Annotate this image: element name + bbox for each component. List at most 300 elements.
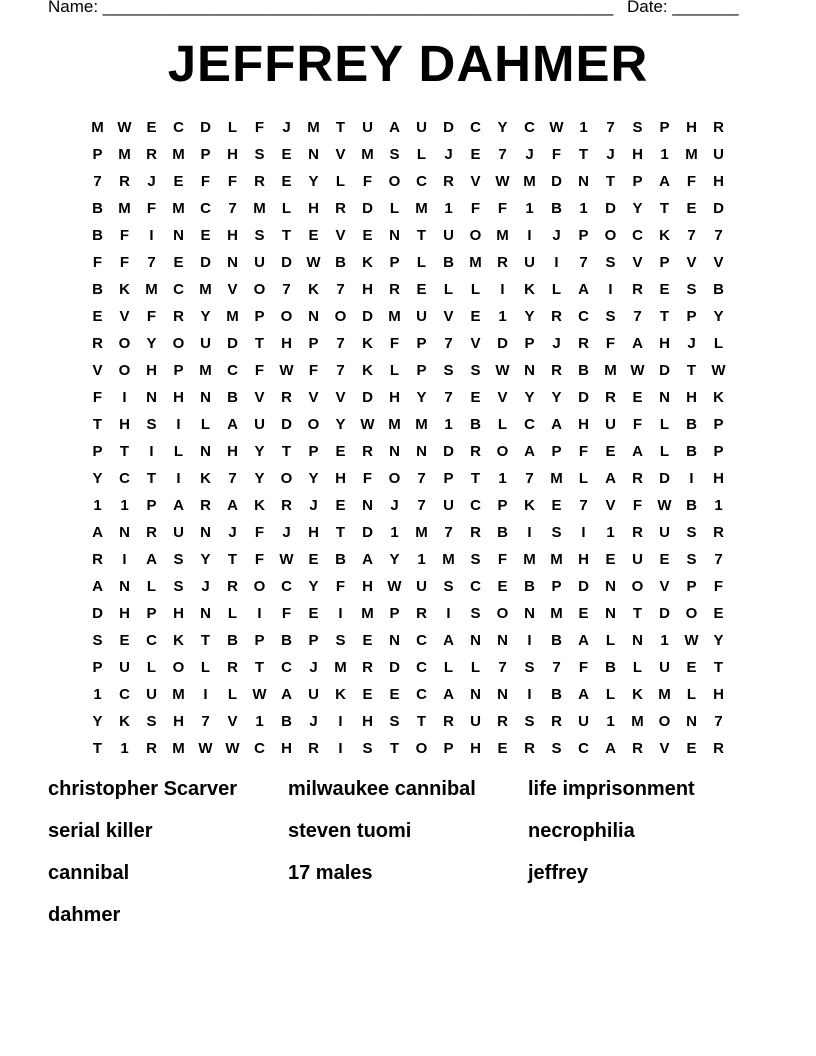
grid-letter: I (527, 524, 532, 541)
grid-letter: O (631, 578, 644, 595)
grid-letter: P (659, 119, 670, 136)
grid-letter: 7 (633, 308, 642, 325)
grid-letter: L (443, 659, 454, 676)
grid-letter: U (308, 686, 319, 703)
grid-letter: V (227, 281, 238, 298)
grid-row (84, 195, 732, 222)
grid-letter: U (119, 659, 130, 676)
grid-letter: I (446, 605, 451, 622)
grid-letter: 1 (579, 119, 588, 136)
grid-letter: D (578, 389, 589, 406)
grid-letter: P (389, 605, 400, 622)
grid-letter: K (200, 470, 211, 487)
grid-row (84, 411, 732, 438)
grid-letter: E (362, 632, 373, 649)
grid-letter: T (92, 416, 103, 433)
grid-letter: O (307, 416, 320, 433)
grid-letter: H (659, 335, 670, 352)
grid-letter: D (362, 200, 373, 217)
grid-letter: B (92, 227, 103, 244)
grid-letter: C (524, 416, 535, 433)
grid-letter: S (470, 605, 481, 622)
grid-letter: W (387, 578, 402, 595)
grid-letter: S (551, 740, 562, 757)
grid-letter: F (92, 389, 103, 406)
grid-letter: 7 (228, 200, 237, 217)
grid-letter: I (527, 686, 532, 703)
grid-letter: K (713, 389, 724, 406)
grid-letter: K (362, 254, 373, 271)
grid-letter: D (659, 362, 670, 379)
grid-letter: A (281, 686, 292, 703)
grid-letter: E (119, 632, 130, 649)
grid-letter: V (605, 497, 616, 514)
grid-letter: P (578, 227, 589, 244)
grid-letter: C (470, 578, 481, 595)
grid-letter: S (524, 713, 535, 730)
grid-letter: H (308, 524, 319, 541)
grid-letter: M (496, 227, 509, 244)
grid-letter: P (254, 308, 265, 325)
grid-letter: A (173, 497, 184, 514)
grid-letter: N (200, 524, 211, 541)
grid-letter: C (254, 740, 265, 757)
grid-letter: A (632, 443, 643, 460)
grid-letter: E (497, 578, 508, 595)
grid-letter: H (686, 119, 697, 136)
grid-letter: M (361, 146, 374, 163)
grid-letter: U (416, 578, 427, 595)
grid-letter: V (713, 254, 724, 271)
grid-letter: E (605, 551, 616, 568)
grid-letter: S (362, 740, 373, 757)
grid-letter: A (362, 551, 373, 568)
grid-letter: E (470, 389, 481, 406)
grid-letter: M (442, 551, 455, 568)
grid-letter: V (335, 146, 346, 163)
grid-letter: P (173, 362, 184, 379)
grid-letter: H (713, 173, 724, 190)
grid-letter: B (551, 632, 562, 649)
grid-letter: D (443, 443, 454, 460)
word-bank-item: necrophilia (528, 820, 635, 842)
grid-letter: U (416, 119, 427, 136)
grid-letter: O (388, 470, 401, 487)
grid-letter: R (308, 740, 319, 757)
grid-letter: U (713, 146, 724, 163)
grid-letter: H (362, 713, 373, 730)
grid-letter: B (281, 632, 292, 649)
grid-letter: Y (389, 551, 400, 568)
grid-letter: N (119, 578, 130, 595)
grid-letter: R (713, 119, 724, 136)
grid-letter: N (200, 443, 211, 460)
grid-letter: R (551, 713, 562, 730)
grid-row (84, 249, 732, 276)
grid-row (84, 384, 732, 411)
grid-letter: J (309, 497, 318, 514)
grid-letter: M (118, 200, 131, 217)
grid-letter: U (632, 551, 643, 568)
grid-letter: O (118, 362, 131, 379)
grid-letter: A (632, 335, 643, 352)
grid-letter: N (605, 605, 616, 622)
grid-letter: T (659, 308, 670, 325)
grid-letter: B (713, 281, 724, 298)
grid-letter: V (335, 227, 346, 244)
grid-letter: M (523, 551, 536, 568)
grid-letter: R (146, 146, 157, 163)
grid-letter: B (551, 200, 562, 217)
grid-letter: H (281, 740, 292, 757)
grid-letter: P (632, 173, 643, 190)
grid-letter: E (686, 659, 697, 676)
grid-letter: N (173, 227, 184, 244)
grid-letter: T (389, 740, 400, 757)
grid-letter: E (632, 389, 643, 406)
grid-letter: T (92, 740, 103, 757)
grid-letter: P (389, 254, 400, 271)
word-bank-item: dahmer (48, 904, 121, 926)
grid-letter: U (659, 524, 670, 541)
grid-letter: S (686, 551, 697, 568)
grid-letter: N (389, 632, 400, 649)
grid-letter: 7 (444, 335, 453, 352)
grid-letter: T (335, 119, 346, 136)
grid-letter: 7 (444, 389, 453, 406)
grid-letter: P (416, 335, 427, 352)
grid-letter: N (470, 686, 481, 703)
grid-letter: M (172, 740, 185, 757)
date-field-line: Date: _______ (627, 0, 739, 16)
grid-letter: J (228, 524, 237, 541)
grid-letter: R (416, 605, 427, 622)
grid-letter: K (524, 281, 535, 298)
grid-letter: R (524, 740, 535, 757)
grid-letter: F (254, 362, 265, 379)
grid-letter: H (686, 389, 697, 406)
grid-letter: F (497, 551, 508, 568)
grid-letter: R (443, 713, 454, 730)
grid-letter: 1 (255, 713, 264, 730)
grid-letter: L (416, 254, 427, 271)
grid-letter: T (470, 470, 481, 487)
grid-letter: P (686, 308, 697, 325)
grid-letter: F (92, 254, 103, 271)
grid-letter: I (338, 740, 343, 757)
grid-letter: L (578, 470, 589, 487)
grid-letter: E (686, 200, 697, 217)
grid-letter: O (118, 335, 131, 352)
grid-letter: D (443, 119, 454, 136)
grid-letter: U (200, 335, 211, 352)
grid-row (84, 438, 732, 465)
grid-letter: R (632, 281, 643, 298)
grid-letter: Y (416, 389, 427, 406)
grid-letter: 7 (417, 497, 426, 514)
grid-letter: N (308, 308, 319, 325)
grid-letter: S (686, 281, 697, 298)
grid-letter: K (308, 281, 319, 298)
grid-letter: E (470, 146, 481, 163)
grid-letter: P (497, 497, 508, 514)
grid-letter: V (119, 308, 130, 325)
grid-letter: F (146, 200, 157, 217)
grid-letter: Y (713, 308, 724, 325)
grid-letter: T (254, 659, 265, 676)
grid-letter: H (335, 470, 346, 487)
grid-letter: E (281, 146, 292, 163)
grid-letter: 7 (336, 362, 345, 379)
grid-letter: B (686, 443, 697, 460)
grid-letter: R (713, 524, 724, 541)
grid-letter: F (119, 227, 130, 244)
grid-letter: T (659, 200, 670, 217)
grid-letter: E (335, 443, 346, 460)
grid-letter: N (227, 254, 238, 271)
grid-letter: E (92, 308, 103, 325)
grid-letter: W (495, 362, 510, 379)
grid-letter: Y (551, 389, 562, 406)
grid-letter: W (252, 686, 267, 703)
grid-letter: M (334, 659, 347, 676)
grid-letter: 7 (336, 335, 345, 352)
grid-letter: E (389, 686, 400, 703)
grid-letter: H (146, 362, 157, 379)
grid-letter: U (659, 659, 670, 676)
grid-letter: 1 (120, 740, 129, 757)
grid-letter: Y (524, 389, 535, 406)
grid-letter: V (254, 389, 265, 406)
grid-letter: F (578, 659, 589, 676)
grid-letter: Y (92, 470, 103, 487)
grid-letter: 7 (579, 497, 588, 514)
grid-letter: R (551, 362, 562, 379)
grid-letter: E (605, 443, 616, 460)
grid-row (84, 735, 732, 762)
grid-letter: C (173, 119, 184, 136)
grid-letter: L (146, 659, 157, 676)
grid-letter: R (335, 200, 346, 217)
grid-letter: 7 (417, 470, 426, 487)
grid-letter: E (659, 281, 670, 298)
grid-letter: 1 (579, 200, 588, 217)
grid-letter: V (92, 362, 103, 379)
grid-letter: P (92, 443, 103, 460)
grid-letter: S (686, 524, 697, 541)
grid-letter: F (470, 200, 481, 217)
grid-letter: V (335, 389, 346, 406)
grid-letter: 7 (282, 281, 291, 298)
grid-letter: E (362, 686, 373, 703)
grid-letter: N (200, 389, 211, 406)
grid-letter: W (711, 362, 726, 379)
grid-letter: N (362, 497, 373, 514)
grid-letter: B (686, 497, 697, 514)
grid-letter: L (173, 443, 184, 460)
grid-letter: Y (92, 713, 103, 730)
grid-letter: N (200, 605, 211, 622)
grid-letter: C (416, 686, 427, 703)
grid-letter: H (227, 227, 238, 244)
grid-letter: K (362, 362, 373, 379)
grid-letter: 1 (417, 551, 426, 568)
grid-letter: H (173, 605, 184, 622)
grid-letter: K (659, 227, 670, 244)
grid-letter: J (282, 119, 291, 136)
grid-letter: 7 (336, 281, 345, 298)
grid-letter: 7 (552, 659, 561, 676)
grid-letter: D (389, 659, 400, 676)
grid-letter: Y (632, 200, 643, 217)
grid-letter: H (173, 713, 184, 730)
grid-letter: W (495, 173, 510, 190)
grid-letter: D (362, 389, 373, 406)
grid-letter: 1 (498, 308, 507, 325)
grid-letter: J (444, 146, 453, 163)
grid-letter: Y (308, 173, 319, 190)
grid-letter: Y (308, 578, 319, 595)
grid-letter: P (416, 362, 427, 379)
grid-letter: J (552, 335, 561, 352)
grid-letter: B (551, 686, 562, 703)
grid-letter: F (308, 362, 319, 379)
grid-letter: K (254, 497, 265, 514)
grid-letter: F (335, 578, 346, 595)
grid-letter: T (416, 227, 427, 244)
grid-letter: 7 (525, 470, 534, 487)
grid-letter: I (689, 470, 694, 487)
grid-letter: H (119, 416, 130, 433)
grid-letter: 7 (606, 119, 615, 136)
grid-letter: B (605, 659, 616, 676)
grid-letter: Y (200, 551, 211, 568)
grid-letter: I (554, 254, 559, 271)
grid-letter: K (362, 335, 373, 352)
grid-letter: D (200, 254, 211, 271)
grid-letter: 7 (498, 146, 507, 163)
grid-letter: F (227, 173, 238, 190)
grid-letter: H (713, 470, 724, 487)
grid-letter: L (632, 659, 643, 676)
grid-letter: U (605, 416, 616, 433)
grid-letter: U (470, 713, 481, 730)
grid-letter: B (335, 254, 346, 271)
word-bank-item: life imprisonment (528, 778, 695, 800)
grid-letter: N (524, 362, 535, 379)
grid-letter: P (551, 443, 562, 460)
grid-letter: M (388, 308, 401, 325)
grid-letter: 1 (660, 146, 669, 163)
grid-letter: O (604, 227, 617, 244)
grid-letter: M (145, 281, 158, 298)
grid-letter: Y (524, 308, 535, 325)
grid-letter: U (416, 308, 427, 325)
grid-letter: P (443, 470, 454, 487)
grid-letter: O (253, 578, 266, 595)
grid-letter: C (119, 686, 130, 703)
grid-letter: W (657, 497, 672, 514)
grid-letter: 1 (120, 497, 129, 514)
grid-letter: E (308, 551, 319, 568)
grid-letter: F (281, 605, 292, 622)
grid-letter: R (443, 173, 454, 190)
grid-letter: T (578, 146, 589, 163)
grid-letter: F (254, 119, 265, 136)
grid-letter: M (388, 416, 401, 433)
grid-letter: T (416, 713, 427, 730)
grid-letter: A (92, 524, 103, 541)
grid-letter: S (605, 254, 616, 271)
grid-letter: C (146, 632, 157, 649)
grid-letter: A (524, 443, 535, 460)
grid-letter: V (443, 308, 454, 325)
grid-letter: P (713, 416, 724, 433)
grid-letter: B (281, 713, 292, 730)
grid-letter: R (227, 578, 238, 595)
grid-letter: H (362, 578, 373, 595)
grid-letter: M (550, 551, 563, 568)
grid-letter: E (416, 281, 427, 298)
grid-letter: M (172, 146, 185, 163)
word-bank-item: milwaukee cannibal (288, 778, 476, 800)
grid-letter: V (470, 335, 481, 352)
grid-letter: I (338, 713, 343, 730)
grid-letter: R (470, 524, 481, 541)
grid-letter: T (146, 470, 157, 487)
grid-row (84, 330, 732, 357)
grid-letter: R (362, 659, 373, 676)
grid-letter: E (173, 254, 184, 271)
grid-letter: S (173, 578, 184, 595)
grid-letter: R (200, 497, 211, 514)
grid-letter: E (335, 497, 346, 514)
grid-letter: J (552, 227, 561, 244)
grid-letter: L (227, 686, 238, 703)
grid-letter: C (578, 740, 589, 757)
grid-letter: A (92, 578, 103, 595)
grid-row (84, 141, 732, 168)
grid-letter: 1 (93, 686, 102, 703)
word-bank-item: christopher Scarver (48, 778, 237, 800)
grid-letter: P (686, 578, 697, 595)
grid-letter: 7 (201, 713, 210, 730)
grid-letter: 7 (498, 659, 507, 676)
grid-letter: B (227, 632, 238, 649)
grid-letter: C (281, 578, 292, 595)
grid-letter: R (281, 497, 292, 514)
grid-letter: B (686, 416, 697, 433)
grid-letter: E (578, 605, 589, 622)
word-bank-item: 17 males (288, 862, 373, 884)
grid-letter: A (578, 686, 589, 703)
grid-letter: D (497, 335, 508, 352)
grid-letter: R (632, 740, 643, 757)
grid-letter: I (122, 551, 127, 568)
grid-letter: O (334, 308, 347, 325)
grid-letter: F (632, 416, 643, 433)
grid-letter: M (253, 200, 266, 217)
grid-letter: A (443, 686, 454, 703)
grid-letter: F (578, 443, 589, 460)
grid-row (84, 654, 732, 681)
grid-letter: R (281, 389, 292, 406)
grid-letter: S (524, 659, 535, 676)
grid-letter: S (605, 308, 616, 325)
grid-letter: W (198, 740, 213, 757)
grid-letter: J (147, 173, 156, 190)
grid-letter: M (118, 146, 131, 163)
